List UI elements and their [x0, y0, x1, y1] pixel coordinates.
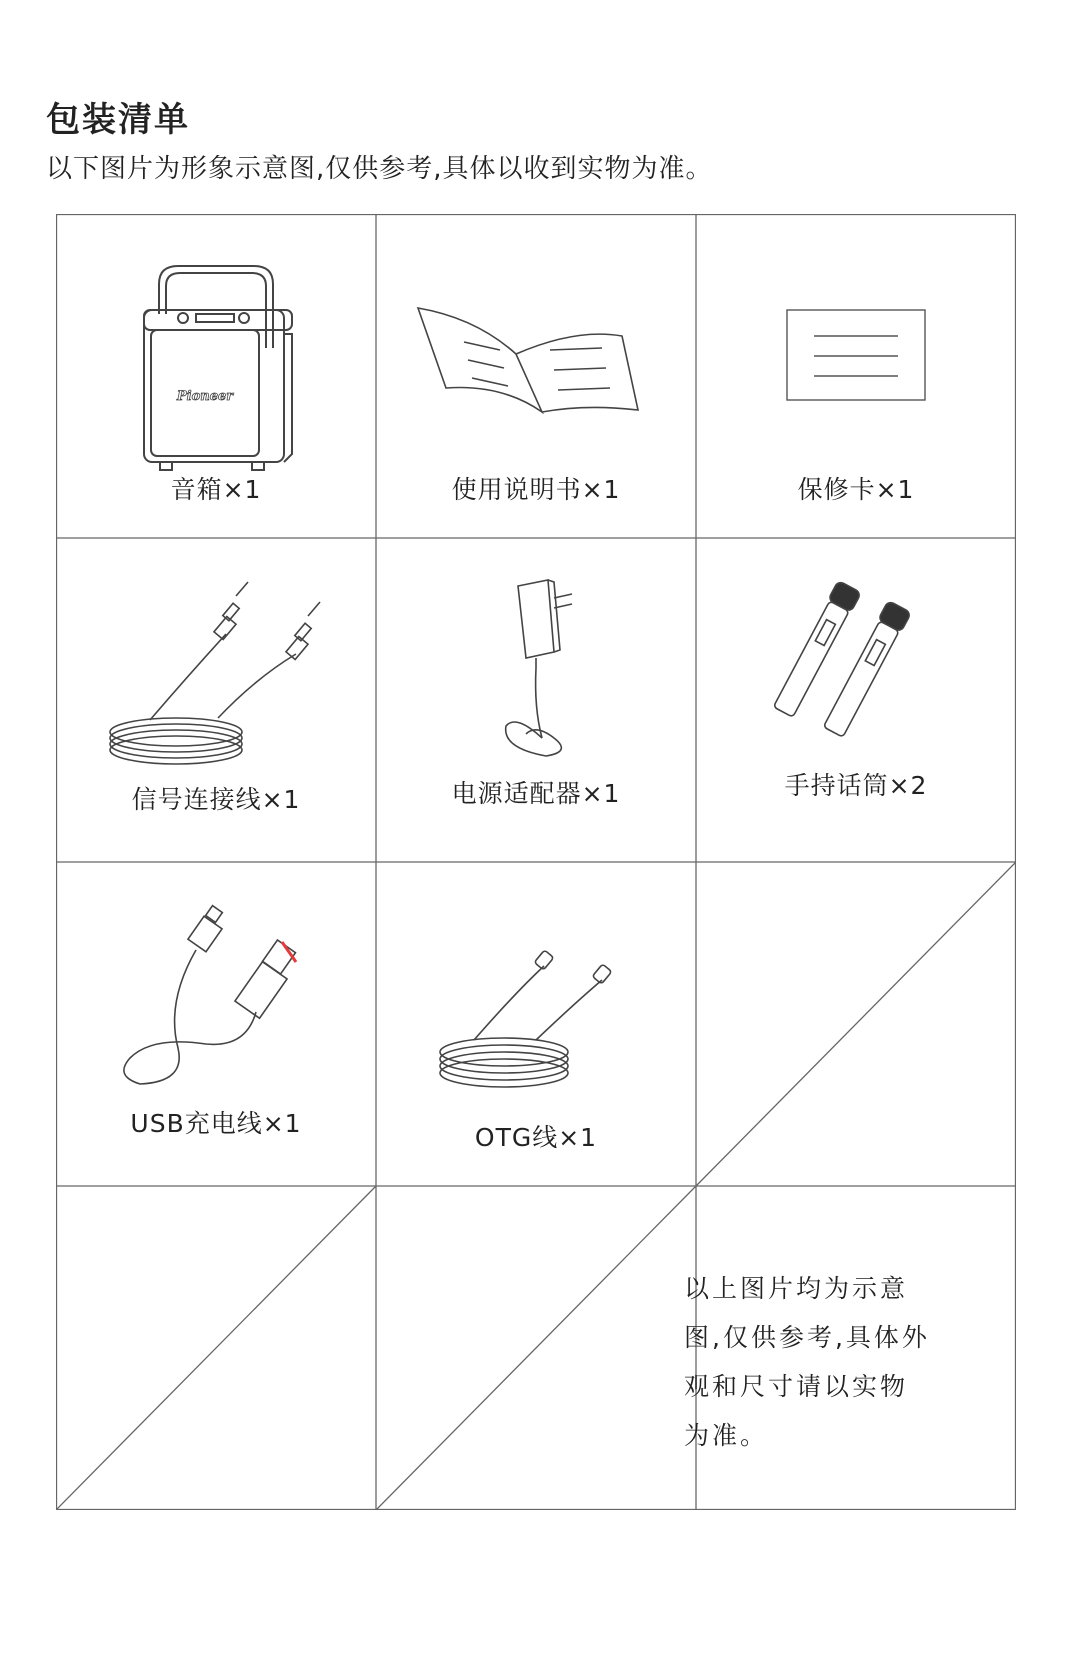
item-cell-manual	[376, 214, 696, 538]
empty-cell-diagonal	[696, 862, 1016, 1186]
item-cell-microphones	[696, 538, 1016, 862]
disclaimer-note: 以上图片均为示意图,仅供参考,具体外观和尺寸请以实物为准。	[684, 1274, 930, 1450]
item-cell-usb-cable	[56, 862, 376, 1186]
item-label-speaker: 音箱×1	[170, 475, 262, 504]
item-label-adapter: 电源适配器×1	[451, 779, 621, 808]
item-label-usb-cable: USB充电线×1	[130, 1109, 302, 1138]
item-label-warranty: 保修卡×1	[797, 475, 915, 504]
item-cell-audio-cable	[56, 538, 376, 862]
page-subtitle: 以下图片为形象示意图,仅供参考,具体以收到实物为准。	[46, 154, 713, 184]
empty-cell-diagonal	[56, 1186, 376, 1510]
microphone-icon	[696, 538, 1016, 862]
power-adapter-icon	[376, 538, 696, 862]
item-label-audio-cable: 信号连接线×1	[131, 785, 301, 814]
item-label-microphones: 手持话筒×2	[784, 771, 928, 800]
brand-logo: Pioneer	[176, 389, 234, 404]
item-cell-warranty	[696, 214, 1016, 538]
item-cell-adapter	[376, 538, 696, 862]
page-title: 包装清单	[46, 100, 190, 140]
item-label-manual: 使用说明书×1	[451, 475, 621, 504]
item-cell-speaker	[56, 214, 376, 538]
item-label-otg-cable: OTG线×1	[474, 1123, 598, 1152]
item-cell-otg-cable	[376, 862, 696, 1186]
empty-cell-diagonal	[376, 1186, 696, 1510]
